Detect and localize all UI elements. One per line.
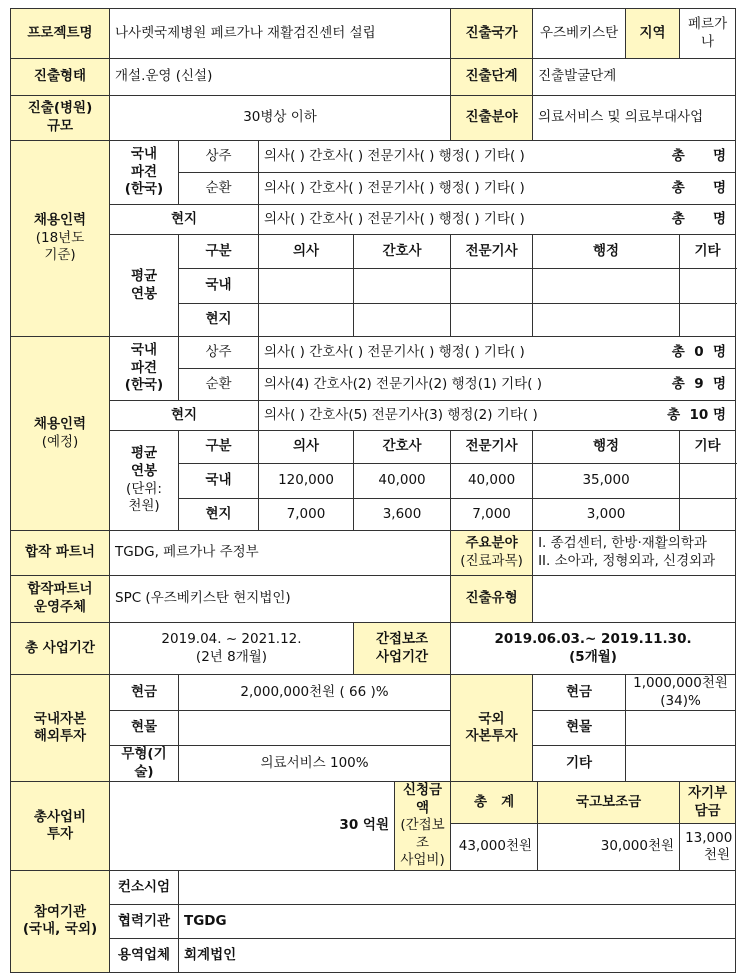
entry-kind-label: 진출유형 (451, 576, 533, 623)
planned-domestic-label-line2: 파견 (130, 359, 158, 376)
staffing-2018-local-row (259, 205, 736, 235)
participants-label (11, 870, 110, 972)
support-period-line1: 2019.06.03.~ 2019.11.30. (494, 630, 692, 647)
salary-2018-header-doctor: 의사 (259, 235, 354, 269)
salary-planned-local-technician: 7,000 (451, 499, 533, 531)
salary-2018-domestic-doctor (259, 269, 354, 304)
staffing-planned-subtitle: (예정) (41, 433, 79, 450)
salary-planned-header-technician: 전문기사 (451, 431, 533, 464)
salary-planned-local-admin: 3,000 (533, 499, 680, 531)
staffing-planned-rotating-total: 총 9 명 (671, 375, 727, 392)
main-field-label-line2: (진료과목) (460, 553, 523, 569)
salary-2018-domestic-admin (533, 269, 680, 304)
entry-type-label: 진출형태 (11, 59, 110, 96)
domestic-label-line2: 파견 (130, 163, 158, 180)
self-burden-value: 13,000천원 (680, 824, 736, 871)
salary-planned-header-admin: 행정 (533, 431, 680, 464)
participants-label-line2: (국내, 국외) (22, 921, 98, 938)
salary-label-line2: 연봉 (130, 285, 158, 302)
salary-planned-row-domestic-label: 국내 (179, 464, 259, 499)
foreign-capital-label (451, 675, 533, 782)
salary-planned-header-nurse: 간호사 (354, 431, 451, 464)
operator-label (11, 576, 110, 623)
total-cost-label-line2: 투자 (46, 826, 74, 843)
main-field-line1: I. 종검센터, 한방·재활의학과 (538, 535, 707, 552)
salary-2018-local-doctor (259, 304, 354, 337)
entry-stage-label: 진출단계 (451, 59, 533, 96)
domestic-label-line1: 국내 (130, 146, 158, 163)
operator-label-line1: 합작파트너 (27, 581, 93, 598)
partner-label: 합작 파트너 (11, 531, 110, 576)
entry-field-label: 진출분야 (451, 96, 533, 141)
entry-stage-value: 진출발굴단계 (533, 59, 736, 96)
domestic-capital-label-line2: 해외투자 (33, 728, 87, 745)
foreign-cash-value: 1,000,000천원(34)% (626, 675, 736, 711)
salary-planned-domestic-other (680, 464, 736, 499)
planned-salary-label-line2: 연봉 (130, 462, 158, 479)
request-amount-label (395, 782, 451, 871)
support-period-value (451, 623, 736, 675)
staffing-planned-local-row (259, 401, 736, 431)
entry-field-value: 의료서비스 및 의료부대사업 (533, 96, 736, 141)
planned-domestic-label-line1: 국내 (130, 342, 158, 359)
foreign-goods-value (626, 711, 736, 746)
salary-2018-local-other (680, 304, 736, 337)
salary-2018-row-domestic-label: 국내 (179, 269, 259, 304)
salary-planned-local-nurse: 3,600 (354, 499, 451, 531)
service-company-value: 회계법인 (179, 938, 736, 972)
planned-salary-unit-line1: (단위: (126, 480, 162, 497)
sum-value: 43,000천원 (451, 824, 538, 871)
salary-2018-header-admin: 행정 (533, 235, 680, 269)
request-amount-label-line1: 신청금액 (402, 782, 443, 816)
salary-planned-header-doctor: 의사 (259, 431, 354, 464)
foreign-cash-label: 현금 (533, 675, 626, 711)
self-burden-header: 자기부담금 (680, 782, 736, 824)
main-field-label-line1: 주요분야 (465, 535, 518, 552)
partner-value: TGDG, 페르가나 주정부 (110, 531, 451, 576)
staffing-2018-subtitle-1: (18년도 (35, 229, 85, 246)
salary-2018-header-nurse: 간호사 (354, 235, 451, 269)
total-cost-label-line1: 총사업비 (33, 808, 87, 825)
staffing-2018-salary-label (110, 235, 179, 337)
intangible-value: 의료서비스 100% (179, 746, 451, 782)
staffing-planned-salary-label (110, 431, 179, 531)
domestic-goods-value (179, 711, 451, 746)
participants-label-line1: 참여기관 (33, 903, 87, 920)
support-period-line2: (5개월) (569, 648, 617, 665)
operator-value: SPC (우즈베키스탄 현지법인) (110, 576, 451, 623)
hospital-scale-label (11, 96, 110, 141)
foreign-other-label: 기타 (533, 746, 626, 782)
staffing-planned-resident-label: 상주 (179, 337, 259, 369)
consortium-label: 컨소시엄 (110, 870, 179, 904)
staffing-planned-resident-row (259, 337, 736, 369)
domestic-cash-value: 2,000,000천원 ( 66 )% (179, 675, 451, 711)
sum-header: 총 계 (451, 782, 538, 824)
total-cost-value: 30 억원 (110, 782, 395, 871)
staffing-planned-rotating-row (259, 369, 736, 401)
hospital-scale-label-line2: 규모 (46, 118, 74, 134)
staffing-2018-resident-row (259, 141, 736, 173)
domestic-capital-label (11, 675, 110, 782)
staffing-planned-title: 채용인력 (33, 415, 87, 432)
business-period-value (110, 623, 354, 675)
hospital-scale-value: 30병상 이하 (110, 96, 451, 141)
salary-planned-local-doctor: 7,000 (259, 499, 354, 531)
staffing-2018-resident-text: 의사( ) 간호사( ) 전문기사( ) 행정( ) 기타( ) (264, 147, 525, 164)
staffing-2018-local-total: 총 명 (671, 210, 727, 227)
domestic-goods-label: 현물 (110, 711, 179, 746)
region-value: 페르가나 (680, 9, 736, 59)
salary-2018-row-local-label: 현지 (179, 304, 259, 337)
salary-2018-header-technician: 전문기사 (451, 235, 533, 269)
foreign-other-value (626, 746, 736, 782)
request-amount-label-line2: (간접보조 (400, 817, 445, 851)
salary-2018-header-other: 기타 (680, 235, 736, 269)
staffing-planned-rotating-label: 순환 (179, 369, 259, 401)
coop-org-value: TGDG (179, 904, 736, 938)
salary-planned-domestic-doctor: 120,000 (259, 464, 354, 499)
planned-domestic-label-line3: (한국) (124, 377, 164, 394)
staffing-planned-label (11, 337, 110, 531)
salary-2018-local-technician (451, 304, 533, 337)
subsidy-value: 30,000천원 (538, 824, 680, 871)
service-company-label: 용역업체 (110, 938, 179, 972)
salary-2018-domestic-technician (451, 269, 533, 304)
support-period-label (354, 623, 451, 675)
foreign-capital-label-line2: 자본투자 (465, 728, 518, 745)
subsidy-header: 국고보조금 (538, 782, 680, 824)
staffing-2018-subtitle-2: 기준) (44, 247, 76, 264)
staffing-2018-rotating-label: 순환 (179, 173, 259, 205)
staffing-2018-title: 채용인력 (33, 212, 87, 229)
planned-salary-label-line1: 평균 (130, 445, 158, 462)
project-name-label: 프로젝트명 (11, 9, 110, 59)
salary-2018-domestic-other (680, 269, 736, 304)
support-period-label-line1: 간접보조 (375, 630, 429, 647)
staffing-2018-rotating-total: 총 명 (671, 179, 727, 196)
domestic-label-line3: (한국) (124, 181, 164, 198)
operator-label-line2: 운영주체 (33, 599, 87, 615)
salary-planned-row-local-label: 현지 (179, 499, 259, 531)
salary-label-line1: 평균 (130, 267, 158, 284)
main-field-value (533, 531, 736, 576)
salary-planned-domestic-technician: 40,000 (451, 464, 533, 499)
country-label: 진출국가 (451, 9, 533, 59)
staffing-2018-domestic-label (110, 141, 179, 205)
staffing-planned-rotating-text: 의사(4) 간호사(2) 전문기사(2) 행정(1) 기타( ) (264, 375, 543, 392)
staffing-planned-local-total: 총 10 명 (667, 406, 727, 423)
region-label: 지역 (626, 9, 680, 59)
salary-2018-local-admin (533, 304, 680, 337)
salary-planned-header-other: 기타 (680, 431, 736, 464)
coop-org-label: 협력기관 (110, 904, 179, 938)
salary-2018-header-category: 구분 (179, 235, 259, 269)
main-field-line2: II. 소아과, 정형외과, 신경외과 (538, 553, 716, 569)
salary-planned-domestic-nurse: 40,000 (354, 464, 451, 499)
country-value: 우즈베키스탄 (533, 9, 626, 59)
foreign-goods-label: 현물 (533, 711, 626, 746)
support-period-label-line2: 사업기간 (375, 648, 429, 665)
consortium-value (179, 870, 736, 904)
staffing-2018-label (11, 141, 110, 337)
staffing-2018-resident-label: 상주 (179, 141, 259, 173)
business-period-line2: (2년 8개월) (195, 648, 268, 665)
total-cost-label (11, 782, 110, 871)
staffing-2018-rotating-text: 의사( ) 간호사( ) 전문기사( ) 행정( ) 기타( ) (264, 179, 525, 196)
staffing-planned-resident-total: 총 0 명 (671, 343, 727, 360)
staffing-2018-resident-total: 총 명 (671, 147, 727, 164)
hospital-scale-label-line1: 진출(병원) (27, 100, 93, 117)
entry-type-value: 개설.운영 (신설) (110, 59, 451, 96)
project-form-table (10, 8, 736, 973)
entry-kind-value (533, 576, 736, 623)
salary-2018-domestic-nurse (354, 269, 451, 304)
intangible-label: 무형(기술) (110, 746, 179, 782)
staffing-2018-local-text: 의사( ) 간호사( ) 전문기사( ) 행정( ) 기타( ) (264, 210, 525, 227)
planned-salary-unit-line2: 천원) (128, 498, 160, 515)
staffing-planned-local-label: 현지 (110, 401, 259, 431)
staffing-planned-domestic-label (110, 337, 179, 401)
salary-planned-local-other (680, 499, 736, 531)
salary-2018-local-nurse (354, 304, 451, 337)
staffing-2018-local-label: 현지 (110, 205, 259, 235)
salary-planned-header-category: 구분 (179, 431, 259, 464)
staffing-planned-resident-text: 의사( ) 간호사( ) 전문기사( ) 행정( ) 기타( ) (264, 343, 525, 360)
domestic-capital-label-line1: 국내자본 (33, 710, 87, 727)
salary-planned-domestic-admin: 35,000 (533, 464, 680, 499)
request-amount-label-line3: 사업비) (400, 852, 445, 869)
staffing-planned-local-text: 의사( ) 간호사(5) 전문기사(3) 행정(2) 기타( ) (264, 406, 538, 423)
domestic-cash-label: 현금 (110, 675, 179, 711)
main-field-label (451, 531, 533, 576)
business-period-line1: 2019.04. ~ 2021.12. (161, 630, 302, 647)
staffing-2018-rotating-row (259, 173, 736, 205)
business-period-label: 총 사업기간 (11, 623, 110, 675)
foreign-capital-label-line1: 국외 (478, 710, 505, 727)
project-name-value: 나사렛국제병원 페르가나 재활검진센터 설립 (110, 9, 451, 59)
